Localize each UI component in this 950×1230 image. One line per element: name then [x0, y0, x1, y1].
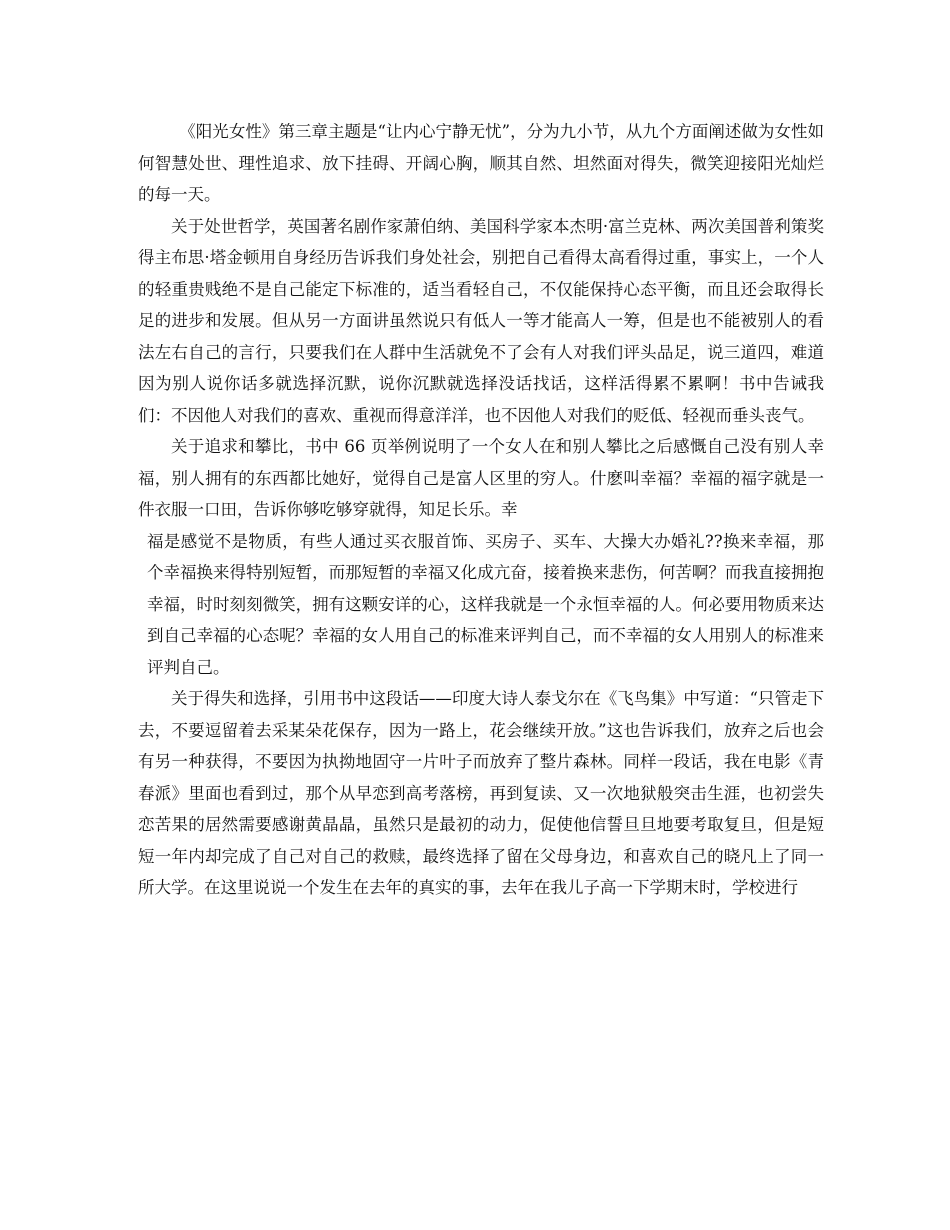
paragraph-happiness: 福是感觉不是物质，有些人通过买衣服首饰、买房子、买车、大操大办婚礼??换来幸福，那个幸福换来得特别短暂，而那短暂的幸福又化成亢奋，接着换来悲伤，何苦啊？而我直接拥抱幸福，时时刻刻微笑，拥有这颗安详的心，这样我就是一个永恒幸福的人。何必要用物质来达到自己幸福的心态呢？幸福的女人用自己的标准来评判自己，而不幸福的女人用别人的标准来评判自己。: [147, 531, 824, 677]
paragraph-intro: 《阳光女性》第三章主题是“让内心宁静无忧”，分为九小节，从九个方面阐述做为女性如何智慧处世、理性追求、放下挂碍、开阔心胸，顺其自然、坦然面对得失，微笑迎接阳光灿烂的每一天。: [138, 122, 824, 204]
document-body: [138, 116, 824, 904]
paragraph-world-philosophy: 关于处世哲学，英国著名剧作家萧伯纳、美国科学家本杰明·富兰克林、两次美国普利策奖得主布思·塔金顿用自身经历告诉我们身处社会，别把自己看得太高看得过重，事实上，一个人的轻重贵贱绝不是自己能定下标准的，适当看轻自己，不仅能保持心态平衡，而且还会取得长足的进步和发展。但从另一方面讲虽然说只有低人一等才能高人一筹，但是也不能被别人的看法左右自己的言行，只要我们在人群中生活就免不了会有人对我们评头品足，说三道四，难道因为别人说你话多就选择沉默，说你沉默就选择没话找话，这样活得累不累啊！书中告诫我们：不因他人对我们的喜欢、重视而得意洋洋，也不因他人对我们的贬低、轻视而垂头丧气。: [138, 216, 824, 425]
paragraph-gain-loss-choice: 关于得失和选择，引用书中这段话——印度大诗人泰戈尔在《飞鸟集》中写道：“只管走下去，不要逗留着去采某朵花保存，因为一路上，花会继续开放。”这也告诉我们，放弃之后也会有另一种获得，不要因为执拗地固守一片叶子而放弃了整片森林。同样一段话，我在电影《青春派》里面也看到过，那个从早恋到高考落榜，再到复读、又一次地狱般突击生涯，也初尝失恋苦果的居然需要感谢黄晶晶，虽然只是最初的动力，促使他信誓旦旦地要考取复旦，但是短短一年内却完成了自己对自己的救赎，最终选择了留在父母身边，和喜欢自己的晓凡上了同一所大学。在这里说说一个发生在去年的真实的事，去年在我儿子高一下学期末时，学校进行: [138, 689, 824, 897]
paragraph-pursuit-comparison: 关于追求和攀比，书中 66 页举例说明了一个女人在和别人攀比之后感慨自己没有别人幸福，别人拥有的东西都比她好，觉得自己是富人区里的穷人。什麽叫幸福？幸福的福字就是一件衣服一口田，告诉你够吃够穿就得，知足长乐。幸: [138, 437, 824, 519]
